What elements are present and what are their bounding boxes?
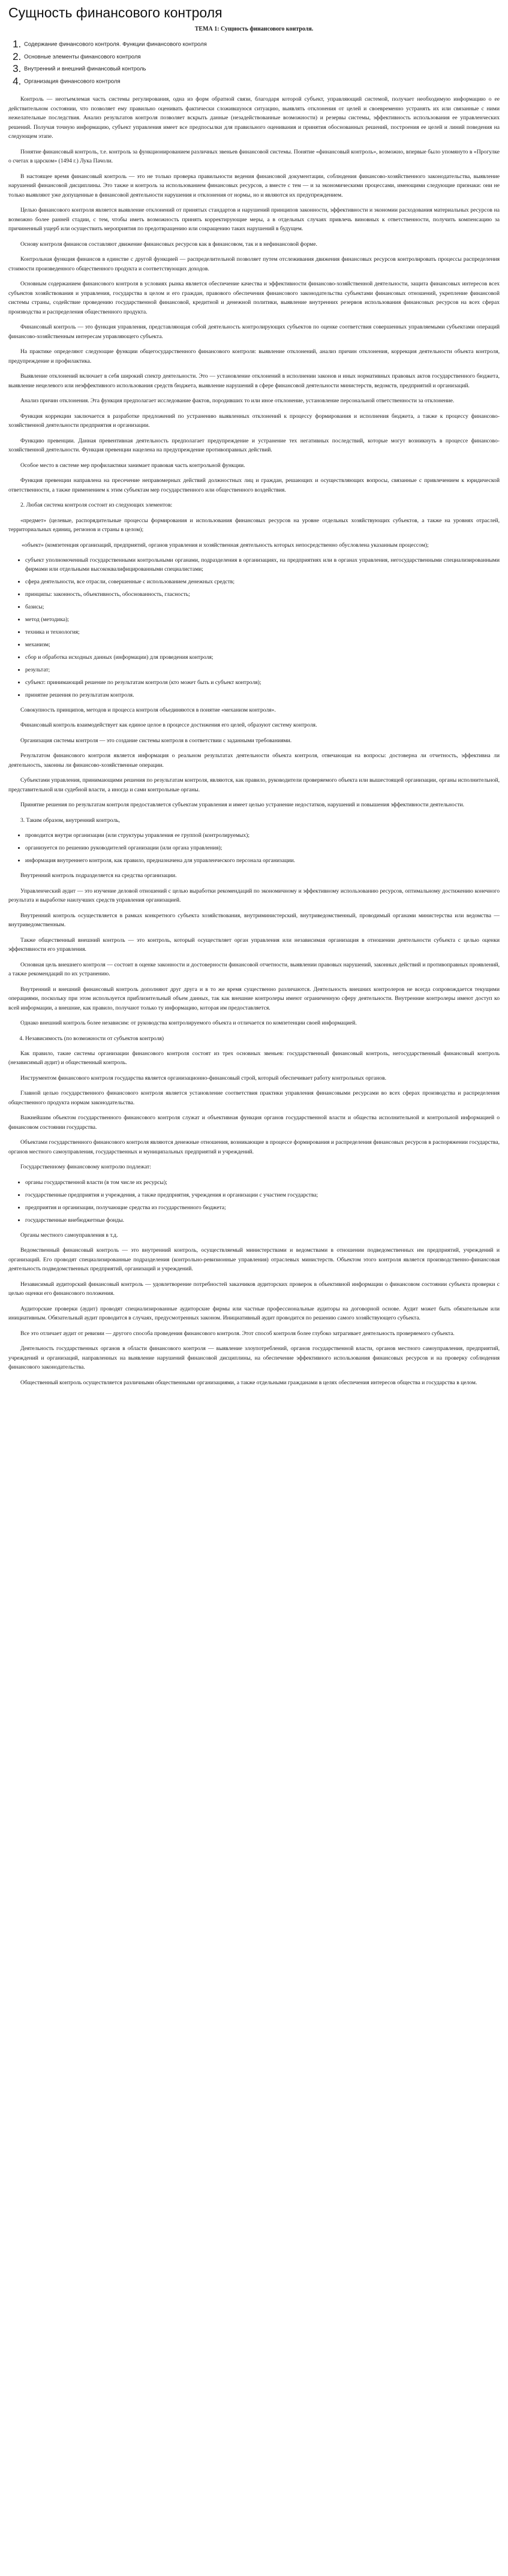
bullet-list	[8, 556, 500, 700]
paragraph: «предмет» (целевые, распорядительные процессы формирования и использования финансовых ресурсов на уровне отдельных хозяйствующих субъектов, а также на уровнях отраслей, территориальных единиц, регионов и страны в целом);	[8, 517, 500, 534]
paragraph: Инструментом финансового контроля государства является организационно-финансовый строй, который обеспечивает работу контрольных органов.	[20, 1074, 387, 1081]
paragraph: Функция превенции направлена на пресечение неправомерных действий должностных лиц и граждан, решающих и осуществляющих вопросы, связанные с привлечением к юридической ответственности, а также применением к этим субъектам мер государственного или общественного воздействия.	[8, 477, 500, 493]
toc-item	[24, 63, 500, 76]
paragraph: Понятие финансовый контроль, т.е. контроль за функционированием различных звеньев финансовой системы. Понятие «финансовый контроль», возможно, впервые было упомянуто в «Прогулке о счетах в царском» (1494 г.) Лука Пачоли.	[8, 148, 500, 165]
paragraph: Объектами государственного финансового контроля являются денежные отношения, возникающие в процессе формирования и распределения финансовых ресурсов в распоряжении государства, органов местного самоуправления, государственных и муниципальных предприятий и учреждений.	[8, 1139, 500, 1155]
bullet-item: • базисы;	[25, 602, 500, 611]
bullet-item: • механизм;	[25, 640, 500, 649]
paragraph: Также общественный внешний контроль — это контроль, который осуществляет орган управления или независимая организация в отношении деятельности субъекта с целью оценки эффективности его управления.	[8, 936, 500, 953]
paragraph: Анализ причин отклонения. Эта функция предполагает исследование фактов, породивших то или иное отклонение, установление персональной ответственности за отклонение.	[20, 397, 455, 405]
bullet-item: • сбор и обработка исходных данных (информации) для проведения контроля;	[25, 653, 500, 662]
toc-item	[24, 76, 500, 88]
page-title: Сущность финансового контроля	[8, 5, 223, 20]
paragraph: Однако внешний контроль более независим: от руководства контролируемого объекта и отличается по компетенции своей информацией.	[20, 1020, 357, 1027]
topic-subtitle: ТЕМА 1: Сущность финансового контроля.	[194, 26, 314, 32]
bullet-item: • организуется по решению руководителей организации (или органа управления);	[25, 843, 500, 852]
indented-note: «объект» (компетенция организаций, предприятий, органов управления и хозяйственная деятельность которых непосредственно обусловлена указанным процессом);	[22, 541, 429, 549]
paragraph: Результатом финансового контроля является информация о реальном результатах деятельности объекта контроля, отвечающая на вопросы: достоверна ли отчетность, эффективна ли деятельность, законны ли финансово-хозяйственные операции.	[8, 752, 500, 769]
paragraph: Деятельность государственных органов в области финансового контроля — выявление злоупотреблений, органов государственной власти, органов местного самоуправления, предприятий, учреждений и организаций, направленных на выявление нарушений финансовой дисциплины, на обеспечение эффективного использования финансовых ресурсов и на проверку соблюдения финансового законодательства.	[8, 1345, 500, 1371]
bullet-item: • сфера деятельности, все отрасли, совершенные с использованием денежных средств;	[25, 577, 500, 586]
paragraph: Внутренний контроль осуществляется в рамках конкретного субъекта хозяйствования, внутриминистерский, внутриведомственный, проводимый органами министерства или ведомства — внутриведомственным.	[8, 912, 500, 929]
paragraph: Субъектами управления, принимающими решения по результатам контроля, являются, как правило, руководители проверяемого объекта или вышестоящей организации, органы исполнительной, представительной или судебной власти, а иногда и сами контрольные органы.	[8, 777, 500, 793]
toc-item	[24, 51, 500, 64]
bullet-item: • субъект: принимающий решение по результатам контроля (кто может быть и субъект контроля);	[25, 678, 500, 687]
paragraph: Все это отличает аудит от ревизии — другого способа проведения финансового контроля. Этот способ контроля более глубоко затрагивает деятельность проверяемого субъекта.	[20, 1330, 455, 1337]
paragraph: Организация системы контроля — это создание системы контроля в соответствии с заданными требованиями.	[20, 737, 292, 744]
paragraph: Аудиторские проверки (аудит) проводят специализированные аудиторские фирмы или частные профессиональные аудиторы на договорной основе. Аудит может быть обязательным или инициативным. Обязательный аудит проводится в случаях, предусмотренных законом. Инициативный аудит проводится по решению самого хозяйствующего субъекта.	[8, 1305, 500, 1322]
paragraph: Важнейшим объектом государственного финансового контроля служат и объективная функция органов государственной власти и общества исполнительной и контрольной информацией о финансовом состоянии государства.	[8, 1114, 500, 1131]
toc-item-text: Организация финансового контроля	[24, 78, 121, 85]
paragraph: Управленческий аудит — это изучение деловой отношений с целью выработки рекомендаций по экономичному и эффективному использованию ресурсов, оптимальному достижению конечного результата и выработке наилучших средств управления организацией.	[8, 887, 500, 904]
paragraph: Как правило, такие системы организации финансового контроля состоят из трех основных звеньев: государственный финансовый контроль, негосударственный финансовый контроль (независимый аудит) и общественный контроль.	[8, 1050, 500, 1066]
toc-item-text: Содержание финансового контроля. Функции финансового контроля	[24, 41, 207, 48]
paragraph: Особое место в системе мер профилактики занимает правовая часть контрольной функции.	[20, 462, 245, 469]
bullet-item: • результат;	[25, 665, 500, 674]
toc-item-text: Внутренний и внешний финансовый контроль	[24, 65, 146, 73]
paragraph: На практике определяют следующие функции общегосударственного финансового контроля: выявление отклонений, анализ причин отклонения, коррекция деятельности объекта контроля, предупреждение и профилактика.	[8, 348, 500, 364]
paragraph: Основу контроля финансов составляют движение финансовых ресурсов как в финансовом, так и в нефинансовой форме.	[20, 240, 317, 248]
bullet-item: • органы государственной власти (в том числе их ресурсы);	[25, 1178, 500, 1187]
bullet-item: • проводится внутри организации (или структуры управления ее группой (контролируемых);	[25, 831, 500, 840]
bullet-item: • принятие решения по результатам контроля.	[25, 691, 500, 700]
bullet-item: • государственные предприятия и учреждения, а также предприятия, учреждения и организации с участием государства;	[25, 1191, 500, 1200]
paragraph: Контроль — неотъемлемая часть системы регулирования, одна из форм обратной связи, благодаря которой субъект, управляющий системой, получает необходимую информацию о ее действительном состоянии, что позволяет ему правильно оценивать фактически сложившуюся ситуацию, выявлять отклонения от целей и своевременно устранять их или связанные с ними нежелательные последствия. Анализ результатов контроля позволяет вскрыть данные (незадействованные возможности) и резервы системы, эффективность использования ее управленческих решений. Получая точную информацию, субъект управления имеет все предпосылки для правильного оценивания и принятия обоснованных решений, построения ее целей и линий поведения на следующем этапе.	[8, 96, 500, 140]
bullet-item: • предприятия и организации, получающие средства из государственного бюджета;	[25, 1203, 500, 1212]
table-of-contents	[8, 38, 500, 88]
paragraph: Независимый аудиторский финансовый контроль — удовлетворение потребностей заказчиков аудиторских проверок в объективной информации о финансовом состоянии субъекта проверки с целью оценки его финансового положения.	[8, 1281, 500, 1297]
bullet-list	[8, 1178, 500, 1225]
paragraph: Целью финансового контроля является выявление отклонений от принятых стандартов и нарушений принципов законности, эффективности и экономии расходования материальных ресурсов на возможно более ранней стадии, с тем, чтобы иметь возможность принять корректирующие меры, а в отдельных случаях привлечь виновных к ответственности, получить компенсацию за причиненный ущерб или осуществить мероприятия по предотвращению или сокращению таких нарушений в будущем.	[8, 207, 500, 233]
numbered-list	[8, 1034, 500, 1043]
paragraph: Основным содержанием финансового контроля в условиях рынка является обеспечение качества и эффективности финансово-хозяйственной деятельности, защита финансовых интересов всех субъектов хозяйствования и управления, государства в целом и его граждан, правового обеспечения финансового законодательства субъектами финансовых отношений, укрепление финансовой системы страны, содействие проведению государственной финансовой, кредитной и денежной политики, выявление внутренних резервов использования финансовых ресурсов на всех сферах производства и распределения общественного продукта.	[8, 281, 500, 315]
paragraph: Ведомственный финансовый контроль — это внутренний контроль, осуществляемый министерствами и ведомствами в отношении подведомственных им предприятий, учреждений и организаций. Его проводят специализированные подразделения (контрольно-ревизионные управления) отраслевых министерств. Объектом этого контроля является производственно-финансовая деятельность подведомственных предприятий, организаций и учреждений.	[8, 1247, 500, 1273]
bullet-list	[8, 831, 500, 865]
paragraph: Выявление отклонений включает в себя широкий спектр деятельности. Это — установление отклонений в исполнении законов и иных нормативных правовых актов государственного бюджета, выявление нецелевого или неэффективного использования средств бюджета, выявление нарушений в сфере финансовой деятельности министерств, ведомств, предприятий и организаций.	[8, 373, 500, 389]
paragraph: В настоящее время финансовый контроль — это не только проверка правильности ведения финансовой документации, соблюдения финансово-хозяйственного законодательства, выявление нарушений финансовой дисциплины. Это также и контроль за использованием финансовых ресурсов, а вместе с тем — и за экономическими процессами, имеющими следующие признаки: они не только выявляют уже допущенные в финансовой деятельности нарушения и отклонения от нормы, но и являются их предупреждением.	[8, 173, 500, 198]
paragraph: Государственному финансовому контролю подлежат:	[20, 1164, 151, 1171]
paragraph: Финансовый контроль взаимодействует как единое целое в процессе достижения его целей, образуют систему контроля.	[20, 722, 317, 729]
paragraph: Совокупность принципов, методов и процесса контроля объединяются в понятие «механизм контроля».	[20, 706, 276, 713]
paragraph: Основная цель внешнего контроля — состоит в оценке законности и достоверности финансовой отчетности, выявлении правовых нарушений, законных действий и противоправных проявлений, а также рекомендаций по их устранению.	[8, 961, 500, 978]
bullet-item: • государственные внебюджетные фонды.	[25, 1216, 500, 1225]
bullet-item: • субъект уполномоченный государственными контрольными органами, подразделения в организациях, на предприятиях или в органах управления, негосударственными специализированными фирмами или отдельными высококвалифицированными специалистами;	[25, 556, 500, 574]
paragraph: Органы местного самоуправления в т.д.	[20, 1231, 118, 1239]
paragraph: Главной целью государственного финансового контроля является установление соответствия практики управления финансовыми ресурсами во всех сферах производства и распределения общественного продукта нормам законодательства.	[8, 1090, 500, 1106]
paragraph: Общественный контроль осуществляется различными общественными организациями, а также отдельными гражданами в целях обеспечения интересов общества и государства в целом.	[20, 1379, 477, 1386]
toc-item-text: Основные элементы финансового контроля	[24, 53, 141, 61]
numbered-item: 4. Независимость (по возможности от субъектов контроля)	[25, 1034, 500, 1043]
toc-item	[24, 38, 500, 51]
paragraph: Функцию превенции. Данная превентивная деятельность предполагает предупреждение и устранение тех негативных последствий, которые могут возникнуть в процессе финансово-хозяйственной деятельности. Функция превенции нацелена на предупреждение противоправных действий.	[8, 437, 500, 454]
paragraph: Финансовый контроль — это функция управления, представляющая собой деятельность контролирующих субъектов по оценке соответствия совершенных управляемыми субъектами операций финансово-хозяйственным интересам управляющего субъекта.	[8, 324, 500, 340]
paragraph: Принятие решения по результатам контроля предоставляется субъектам управления и имеет целью устранение недостатков, нарушений и повышения эффективности деятельности.	[20, 802, 465, 809]
bullet-item: • информация внутреннего контроля, как правило, предназначена для управленческого персонала организации.	[25, 856, 500, 865]
paragraph: 3. Таким образом, внутренний контроль,	[20, 817, 120, 824]
paragraph: 2. Любая система контроля состоит из следующих элементов:	[20, 502, 173, 509]
document-body	[8, 95, 500, 1387]
bullet-item: • техника и технология;	[25, 628, 500, 637]
paragraph: Внутренний контроль подразделяется на средства организации.	[20, 872, 177, 879]
bullet-item: • метод (методика);	[25, 615, 500, 624]
paragraph: Внутренний и внешний финансовый контроль дополняют друг друга и в то же время существенно различаются. Деятельность внешних контролеров не всегда сопровождается текущими операциями, поскольку при этом используется приблизительный объем данных, так как внешние контролеры имеют ограниченную сферу деятельности. Внутренние контролеры имеют доступ ко всей информации, а внешние, как правило, получают только ту информацию, которая им предоставляется.	[8, 986, 500, 1011]
bullet-item: • принципы: законность, объективность, обоснованность, гласность;	[25, 590, 500, 599]
paragraph: Функция коррекции заключается в разработке предложений по устранению выявленных отклонений к процессу формирования и исполнения бюджета, а также к процессу финансово-хозяйственной деятельности предприятия и организации.	[8, 412, 500, 429]
paragraph: Контрольная функция финансов в единстве с другой функцией — распределительной позволяет путем отслеживания движения финансовых ресурсов контролировать процессы распределения стоимости произведенного общественного продукта и соответствующих доходов.	[8, 256, 500, 272]
